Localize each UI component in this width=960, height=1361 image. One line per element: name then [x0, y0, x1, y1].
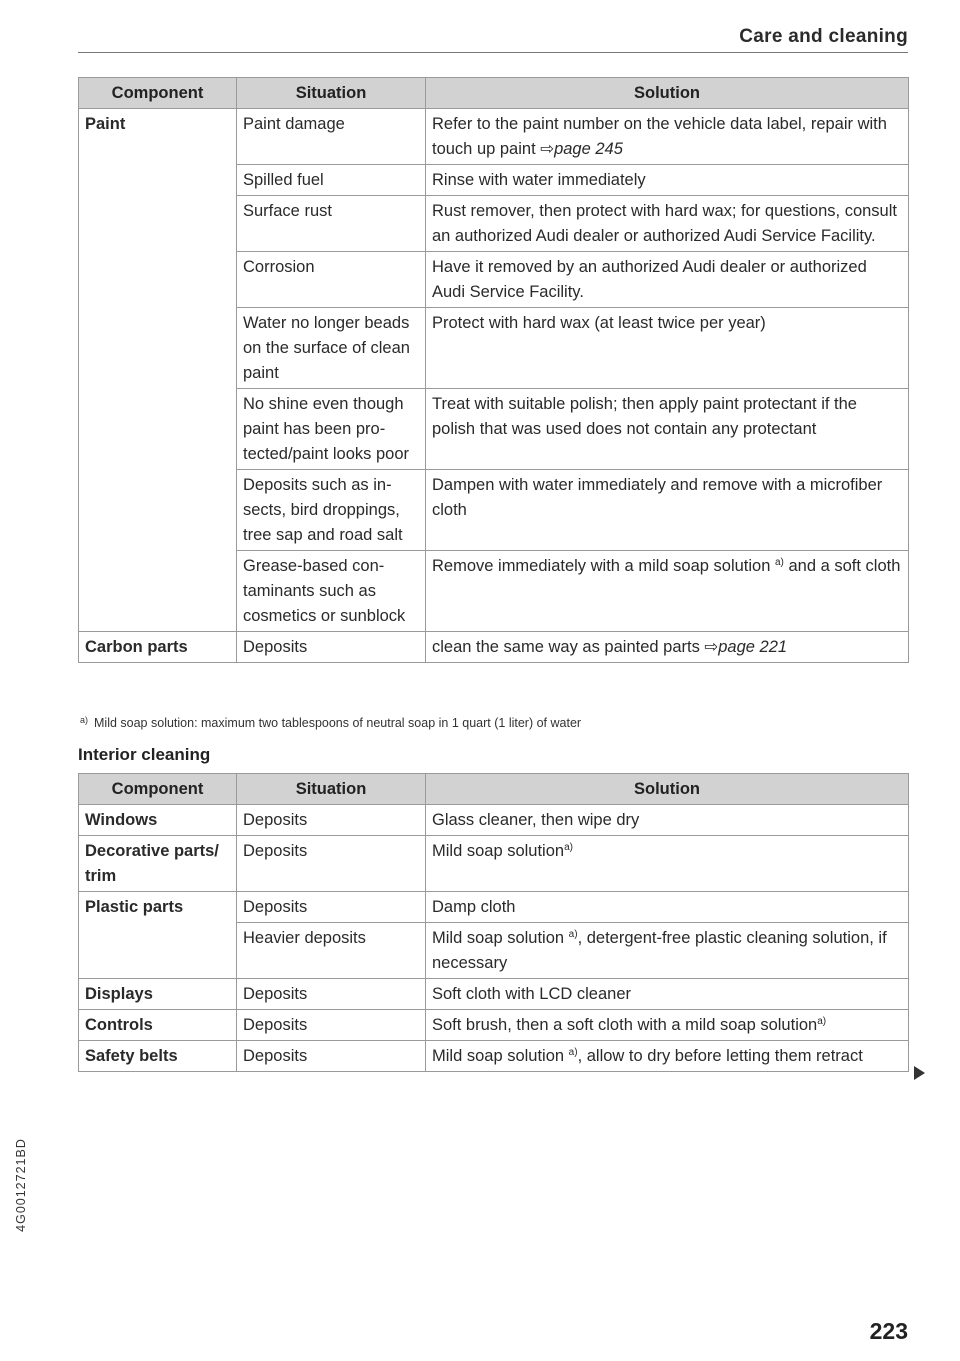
solution-text: Mild soap solution: [432, 929, 569, 947]
table-row: [79, 1041, 909, 1072]
footnote-marker: a): [568, 1047, 578, 1058]
solution-text: Refer to the paint number on the vehicle data label, repair with touch up paint: [432, 115, 887, 158]
situation-cell: Deposits: [237, 892, 426, 923]
footnote-marker: a): [564, 842, 573, 853]
table-row: [79, 109, 909, 165]
triangle-right-icon: [914, 1066, 925, 1080]
table-row: [79, 1010, 909, 1041]
footnote-marker: a): [80, 715, 89, 725]
column-header-solution: Solution: [426, 774, 909, 805]
situation-cell: Deposits: [237, 1010, 426, 1041]
solution-cell: [426, 551, 909, 632]
solution-cell: Have it removed by an authorized Audi dealer or authorized Audi Service Facility.: [426, 252, 909, 308]
component-cell: Plastic parts: [79, 892, 237, 979]
situation-cell: Paint damage: [237, 109, 426, 165]
solution-text: Mild soap solution: [432, 1047, 569, 1065]
situation-cell: No shine even though paint has been protected/paint looks poor: [237, 389, 426, 470]
solution-cell: [426, 109, 909, 165]
solution-cell: Soft cloth with LCD cleaner: [426, 979, 909, 1010]
table-row: [79, 805, 909, 836]
footnote-marker: a): [568, 929, 578, 940]
column-header-solution: Solution: [426, 78, 909, 109]
situation-cell: Deposits: [237, 805, 426, 836]
table-row: [79, 892, 909, 923]
table-header-row: [79, 78, 909, 109]
solution-cell: Protect with hard wax (at least twice per year): [426, 308, 909, 389]
situation-cell: Deposits: [237, 632, 426, 663]
solution-text: Mild soap solution: [432, 842, 565, 860]
component-cell: Displays: [79, 979, 237, 1010]
solution-cell: [426, 836, 909, 892]
solution-cell: Rinse with water immediately: [426, 165, 909, 196]
table-row: [79, 632, 909, 663]
situation-cell: Deposits: [237, 979, 426, 1010]
page-reference-link[interactable]: ⇨page 221: [704, 638, 788, 656]
solution-text: Soft brush, then a soft cloth with a mild soap solution: [432, 1016, 818, 1034]
column-header-component: Component: [79, 774, 237, 805]
situation-cell: Grease-based contaminants such as cosmetics or sunblock: [237, 551, 426, 632]
component-cell: Paint: [79, 109, 237, 632]
document-code: 4G0012721BD: [14, 1138, 28, 1232]
table-header-row: [79, 774, 909, 805]
component-cell: Safety belts: [79, 1041, 237, 1072]
component-cell: Decorative parts/ trim: [79, 836, 237, 892]
solution-text: clean the same way as painted parts: [432, 638, 705, 656]
solution-cell: [426, 1041, 909, 1072]
page-reference-link[interactable]: ⇨page 245: [540, 140, 623, 158]
solution-cell: [426, 923, 909, 979]
solution-cell: [426, 632, 909, 663]
solution-text-continued: and a soft cloth: [783, 557, 901, 575]
situation-cell: Surface rust: [237, 196, 426, 252]
component-cell: Controls: [79, 1010, 237, 1041]
footnote-marker: a): [817, 1016, 827, 1027]
subsection-title: Interior cleaning: [78, 745, 211, 764]
footnote: [80, 716, 581, 730]
situation-cell: Deposits: [237, 1041, 426, 1072]
paint-care-table: [78, 77, 909, 663]
situation-cell: Corrosion: [237, 252, 426, 308]
solution-text-continued: , allow to dry before letting them retract: [577, 1047, 863, 1065]
situation-cell: Spilled fuel: [237, 165, 426, 196]
column-header-situation: Situation: [237, 774, 426, 805]
table-row: [79, 836, 909, 892]
situation-cell: Deposits: [237, 836, 426, 892]
footnote-marker: a): [774, 557, 784, 568]
section-title: Care and cleaning: [739, 26, 908, 47]
solution-cell: Treat with suitable polish; then apply paint protectant if the polish that was used does not contain any protectant: [426, 389, 909, 470]
solution-cell: Damp cloth: [426, 892, 909, 923]
component-cell: Windows: [79, 805, 237, 836]
interior-cleaning-table: [78, 773, 909, 1072]
component-cell: Carbon parts: [79, 632, 237, 663]
page-number: 223: [869, 1318, 908, 1344]
solution-text-continued: , detergent-free plastic cleaning solution, if necessary: [432, 929, 887, 972]
solution-cell: [426, 1010, 909, 1041]
solution-text: Remove immediately with a mild soap solution: [432, 557, 775, 575]
column-header-component: Component: [79, 78, 237, 109]
solution-cell: Glass cleaner, then wipe dry: [426, 805, 909, 836]
column-header-situation: Situation: [237, 78, 426, 109]
solution-cell: Rust remover, then protect with hard wax; for questions, consult an authorized Audi dealer or authorized Audi Service Facility.: [426, 196, 909, 252]
situation-cell: Deposits such as insects, bird droppings, tree sap and road salt: [237, 470, 426, 551]
table-row: [79, 979, 909, 1010]
header-divider: [78, 52, 908, 53]
situation-cell: Heavier deposits: [237, 923, 426, 979]
footnote-text: Mild soap solution: maximum two tablespoons of neutral soap in 1 quart (1 liter) of water: [94, 716, 582, 730]
situation-cell: Water no longer beads on the surface of clean paint: [237, 308, 426, 389]
solution-cell: Dampen with water immediately and remove with a microfiber cloth: [426, 470, 909, 551]
